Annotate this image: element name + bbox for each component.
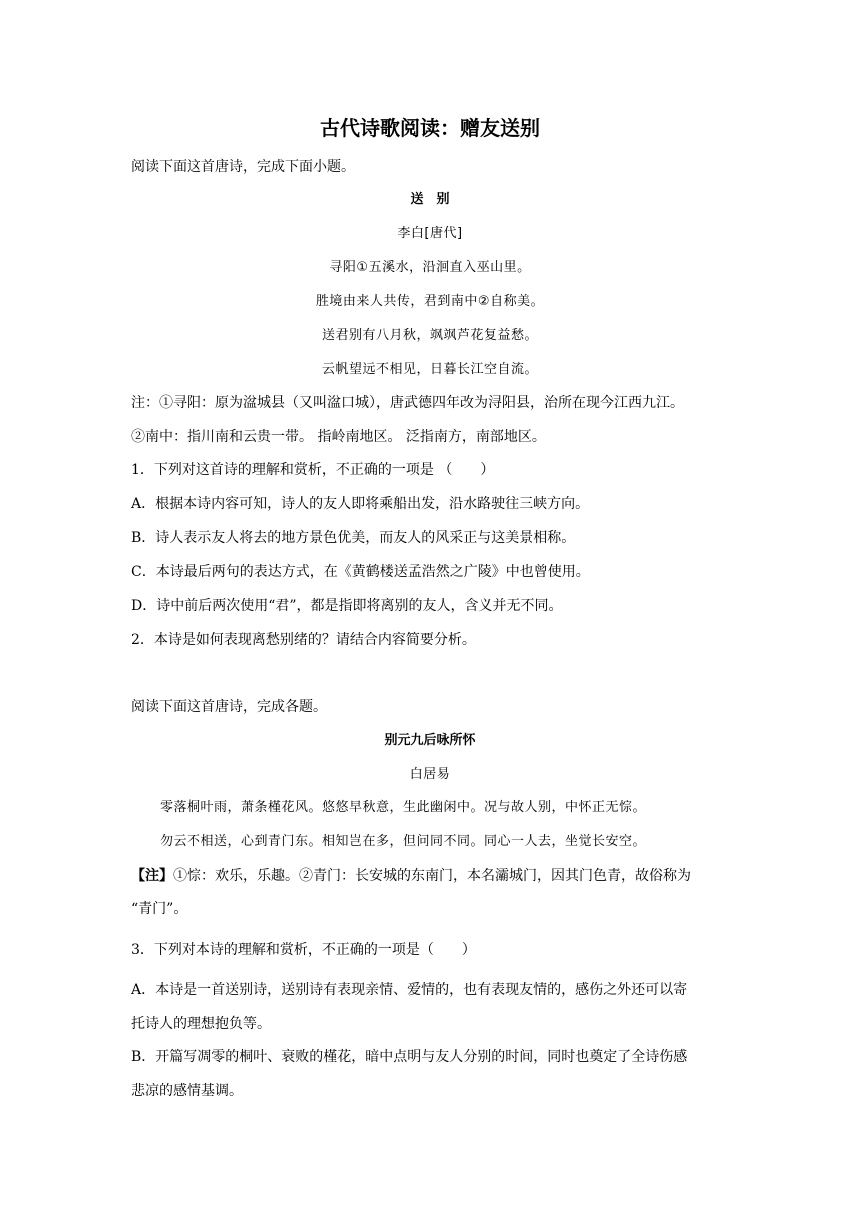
poem1-line: 送君别有八月秋，飒飒芦花复益愁。: [321, 328, 538, 343]
poem2-note-line-2: “青门”。: [131, 901, 188, 917]
question-3-option-a-line-1: A．本诗是一首送别诗，送别诗有表现亲情、爱情的，也有表现友情的，感伤之外还可以寄: [131, 982, 688, 998]
question-1-option-b: B．诗人表示友人将去的地方景色优美，而友人的风采正与这美景相称。: [131, 530, 576, 546]
section2-intro: 阅读下面这首唐诗，完成各题。: [131, 699, 327, 715]
question-1: 1．下列对这首诗的理解和赏析，不正确的一项是 （ ）: [131, 462, 495, 478]
poem1-author: 李白[唐代]: [397, 226, 463, 241]
poem1-note-1: 注：①寻阳：原为湓城县（又叫湓口城），唐武德四年改为浔阳县，治所在现今江西九江。: [131, 395, 684, 411]
question-1-option-c: C．本诗最后两句的表达方式，在《黄鹤楼送孟浩然之广陵》中也曾使用。: [131, 564, 590, 580]
section1-intro: 阅读下面这首唐诗，完成下面小题。: [131, 159, 355, 175]
poem1-line: 胜境由来人共传，君到南中②自称美。: [315, 294, 545, 309]
note-label: 【注】: [131, 868, 173, 884]
question-2: 2．本诗是如何表现离愁别绪的？请结合内容简要分析。: [131, 632, 476, 648]
poem2-title: 别元九后咏所怀: [384, 733, 476, 748]
poem1-title: 送 别: [410, 192, 450, 207]
note-text: ①悰：欢乐，乐趣。②青门：长安城的东南门，本名灞城门，因其门色青，故俗称为: [173, 868, 691, 884]
poem2-note-line-1: [131, 866, 741, 886]
poem2-author: 白居易: [409, 767, 451, 782]
question-1-option-a: A．根据本诗内容可知，诗人的友人即将乘船出发，沿水路驶往三峡方向。: [131, 496, 590, 512]
poem2-line: 零落桐叶雨，萧条槿花风。悠悠早秋意，生此幽闲中。况与故人别，中怀正无悰。: [160, 800, 647, 815]
poem1-line: 寻阳①五溪水，沿洄直入巫山里。: [329, 260, 531, 275]
poem1-line: 云帆望远不相见，日暮长江空自流。: [321, 362, 538, 377]
question-1-option-d: D．诗中前后两次使用“君”，都是指即将离别的友人，含义并无不同。: [131, 598, 563, 614]
page-title: 古代诗歌阅读：赠友送别: [320, 116, 540, 140]
poem1-note-2: ②南中：指川南和云贵一带。 指岭南地区。 泛指南方，南部地区。: [131, 429, 546, 445]
question-3-option-b-line-2: 悲凉的感情基调。: [131, 1083, 243, 1099]
question-3: 3．下列对本诗的理解和赏析，不正确的一项是（ ）: [131, 942, 476, 958]
question-3-option-b-line-1: B．开篇写凋零的桐叶、衰败的槿花，暗中点明与友人分别的时间，同时也奠定了全诗伤感: [131, 1049, 688, 1065]
poem2-line: 勿云不相送，心到青门东。相知岂在多，但问同不同。同心一人去，坐觉长安空。: [160, 834, 647, 849]
question-3-option-a-line-2: 托诗人的理想抱负等。: [131, 1016, 271, 1032]
